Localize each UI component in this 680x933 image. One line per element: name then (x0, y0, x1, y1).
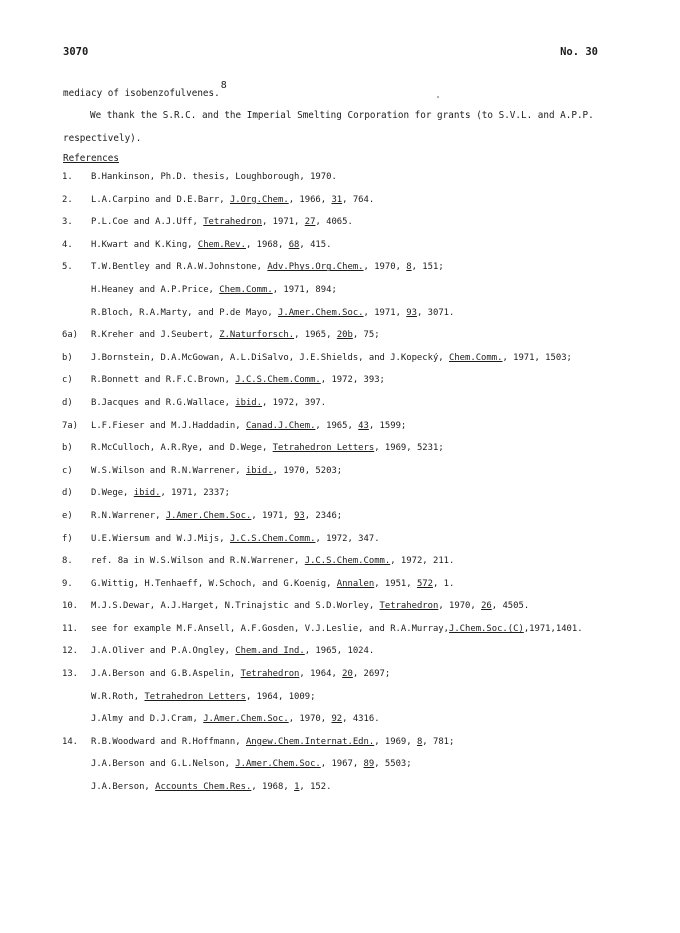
reference-number: 13. (62, 669, 79, 680)
citation-text: J.A.Oliver and P.A.Ongley, (91, 646, 236, 657)
citation-text: , 1965, (294, 330, 337, 341)
journal-citation: 20b (336, 330, 353, 341)
citation-text: , 1. (432, 578, 455, 589)
journal-citation: 26 (481, 601, 492, 612)
intro-line: mediacy of isobenzofulvenes. (63, 88, 220, 99)
references-list (0, 171, 680, 804)
citation-text: , 1968, (251, 782, 295, 793)
journal-citation: J.C.S.Chem.Comm. (229, 533, 316, 544)
citation-text: , 1971, 2337; (160, 488, 230, 499)
journal-citation: 68 (288, 239, 300, 250)
reference-entry (0, 329, 680, 352)
journal-citation: Tetrahedron (240, 669, 300, 680)
citation-text: , 1599; (368, 420, 407, 431)
citation-text: , 1965, (315, 420, 359, 431)
reference-number: 12. (62, 646, 79, 657)
reference-entry (0, 420, 680, 443)
citation-text: L.A.Carpino and D.E.Barr, (91, 194, 230, 205)
reference-text (91, 736, 454, 749)
reference-number: e) (62, 510, 73, 521)
reference-entry (0, 216, 680, 239)
reference-text (91, 758, 412, 771)
citation-text: , 4505. (491, 601, 530, 612)
acknowledgement-line-2: respectively). (63, 133, 142, 144)
reference-entry (0, 307, 680, 330)
journal-citation: Tetrahedron (203, 217, 262, 228)
journal-citation: ibid. (133, 488, 161, 499)
citation-text: , 1972, 393; (320, 375, 385, 386)
citation-text: , 1951, (374, 578, 417, 589)
citation-text: , 151; (411, 262, 444, 273)
citation-text: W.R.Roth, (91, 691, 145, 702)
journal-citation: J.Amer.Chem.Soc. (278, 307, 364, 318)
citation-text: J.Bornstein, D.A.McGowan, A.L.DiSalvo, J.E.Shields, and J.Kopecký, (91, 352, 449, 363)
reference-entry (0, 555, 680, 578)
journal-citation: J.C.S.Chem.Comm. (235, 375, 321, 386)
journal-citation: 8 (416, 736, 423, 747)
journal-citation: Chem.Comm. (449, 352, 503, 363)
citation-text: B.Hankinson, Ph.D. thesis, Loughborough, 1970. (91, 172, 337, 182)
reference-number: 3. (62, 217, 73, 228)
citation-text: , 4065. (315, 217, 353, 228)
citation-text: ref. 8a in W.S.Wilson and R.N.Warrener, (91, 556, 305, 567)
citation-text: B.Jacques and R.G.Wallace, (91, 397, 236, 408)
journal-citation: 31 (331, 194, 343, 205)
citation-text: , 1969, (374, 736, 417, 747)
journal-citation: 92 (331, 714, 343, 725)
journal-citation: ibid. (235, 397, 262, 408)
journal-citation: J.Amer.Chem.Soc. (203, 714, 289, 725)
journal-citation: Adv.Phys.Org.Chem. (267, 262, 364, 273)
journal-citation: Canad.J.Chem. (245, 420, 316, 431)
journal-citation: 20 (342, 669, 353, 680)
reference-entry (0, 533, 680, 556)
reference-text (91, 691, 315, 704)
reference-text (91, 374, 385, 387)
reference-text (91, 397, 326, 410)
reference-text (91, 600, 529, 613)
reference-entry (0, 510, 680, 533)
citation-text: U.E.Wiersum and W.J.Mijs, (91, 533, 230, 544)
acknowledgement-line-1: We thank the S.R.C. and the Imperial Smelting Corporation for grants (to S.V.L. and A.P.P. (90, 110, 594, 121)
journal-citation: Z.Naturforsch. (219, 330, 295, 341)
citation-text: J.A.Berson, (91, 782, 156, 793)
citation-text: , 764. (342, 194, 375, 205)
reference-entry (0, 736, 680, 759)
citation-text: W.S.Wilson and R.N.Warrener, (91, 465, 246, 476)
citation-text: , 1971, 894; (272, 284, 337, 295)
reference-number: 11. (62, 623, 79, 634)
reference-text (91, 171, 337, 184)
citation-text: , 152. (299, 782, 332, 793)
citation-text: , 2697; (352, 669, 391, 680)
journal-citation: 43 (358, 420, 369, 431)
citation-text: , 1971, (262, 217, 305, 228)
reference-entry (0, 261, 680, 284)
citation-text: , 1968, (245, 239, 289, 250)
references-heading: References (63, 153, 119, 164)
citation-text: ,1971,1401. (523, 623, 583, 634)
reference-entry (0, 691, 680, 714)
citation-text: G.Wittig, H.Tenhaeff, W.Schoch, and G.Koenig, (91, 578, 337, 589)
citation-text: R.Kreher and J.Seubert, (91, 330, 220, 341)
reference-text (91, 623, 583, 636)
reference-number: 14. (62, 736, 79, 747)
citation-text: , 5503; (374, 759, 412, 770)
reference-text (91, 533, 380, 546)
citation-text: , 1970, (363, 262, 407, 273)
citation-text: T.W.Bentley and R.A.W.Johnstone, (91, 262, 268, 273)
reference-entry (0, 487, 680, 510)
citation-text: , 1965, 1024. (304, 646, 375, 657)
reference-entry (0, 623, 680, 646)
reference-text (91, 713, 380, 726)
citation-text: , 3071. (416, 307, 455, 318)
journal-citation: J.Amer.Chem.Soc. (235, 759, 321, 770)
reference-text (91, 487, 230, 500)
reference-text (91, 352, 572, 365)
reference-text (91, 668, 390, 681)
citation-text: J.A.Berson and G.L.Nelson, (91, 759, 236, 770)
citation-text: , 1971, 1503; (502, 352, 572, 363)
journal-citation: ibid. (245, 465, 273, 476)
citation-text: R.B.Woodward and R.Hoffmann, (91, 736, 246, 747)
reference-number: b) (62, 352, 73, 363)
reference-text (91, 781, 331, 794)
citation-text: H.Heaney and A.P.Price, (91, 284, 220, 295)
journal-citation: 89 (363, 759, 375, 770)
journal-citation: 572 (416, 578, 433, 589)
reference-text (91, 194, 374, 207)
reference-entry (0, 578, 680, 601)
reference-text (91, 420, 406, 433)
reference-text (91, 284, 337, 297)
citation-text: , 1969, 5231; (374, 443, 444, 454)
citation-text: , 781; (422, 736, 455, 747)
journal-citation: J.Amer.Chem.Soc. (165, 510, 252, 521)
journal-citation: J.Chem.Soc.(C) (449, 623, 524, 634)
citation-text: R.McCulloch, A.R.Rye, and D.Wege, (91, 443, 273, 454)
reference-text (91, 239, 331, 252)
citation-text: P.L.Coe and A.J.Uff, (91, 217, 204, 228)
reference-number: 10. (62, 601, 79, 612)
citation-text: , 1967, (320, 759, 364, 770)
reference-entry (0, 442, 680, 465)
reference-entry (0, 668, 680, 691)
journal-citation: Angew.Chem.Internat.Edn. (245, 736, 375, 747)
reference-entry (0, 465, 680, 488)
reference-number: 8. (62, 556, 73, 567)
journal-citation: Tetrahedron Letters (272, 443, 375, 454)
citation-text: , 1972, 397. (262, 397, 327, 408)
reference-entry (0, 758, 680, 781)
reference-entry (0, 374, 680, 397)
reference-number: 7a) (62, 420, 79, 431)
reference-entry (0, 600, 680, 623)
reference-number: 6a) (62, 330, 79, 341)
citation-text: , 1970, (438, 601, 482, 612)
citation-text: J.A.Berson and G.B.Aspelin, (91, 669, 241, 680)
citation-text: R.Bonnett and R.F.C.Brown, (91, 375, 236, 386)
reference-entry (0, 397, 680, 420)
citation-text: , 1966, (288, 194, 332, 205)
citation-text: L.F.Fieser and M.J.Haddadin, (91, 420, 246, 431)
issue-number: No. 30 (560, 46, 598, 58)
reference-text (91, 442, 444, 455)
reference-entry (0, 781, 680, 804)
reference-number: 1. (62, 172, 73, 182)
journal-citation: Chem.and Ind. (235, 646, 305, 657)
journal-citation: J.Org.Chem. (229, 194, 289, 205)
reference-number: c) (62, 465, 73, 476)
citation-text: , 1964, 1009; (245, 691, 316, 702)
journal-citation: 93 (294, 510, 305, 521)
reference-text (91, 465, 342, 478)
citation-text: , 2346; (304, 510, 343, 521)
citation-text: R.Bloch, R.A.Marty, and P.de Mayo, (91, 307, 279, 318)
page-number: 3070 (63, 46, 89, 58)
citation-text: see for example M.F.Ansell, A.F.Gosden, V.J.Leslie, and R.A.Murray, (91, 623, 449, 634)
intro-paragraph-end (63, 80, 623, 100)
citation-text: D.Wege, (91, 488, 134, 499)
footnote-marker: 8 (220, 80, 227, 91)
journal-citation: Tetrahedron (379, 601, 439, 612)
reference-number: b) (62, 443, 73, 454)
citation-text: M.J.S.Dewar, A.J.Harget, N.Trinajstic and S.D.Worley, (91, 601, 380, 612)
journal-citation: J.C.S.Chem.Comm. (304, 556, 391, 567)
reference-number: 4. (62, 239, 73, 250)
citation-text: J.Almy and D.J.Cram, (91, 714, 204, 725)
citation-text: , 1970, 5203; (272, 465, 343, 476)
citation-text: , 75; (352, 330, 380, 341)
journal-citation: 93 (406, 307, 417, 318)
reference-entry (0, 713, 680, 736)
journal-citation: 27 (304, 217, 316, 228)
reference-entry (0, 284, 680, 307)
reference-entry (0, 239, 680, 262)
citation-text: , 1972, 211. (390, 556, 455, 567)
reference-text (91, 216, 353, 229)
journal-citation: 1 (294, 782, 300, 793)
journal-citation: Annalen (336, 578, 375, 589)
reference-text (91, 555, 454, 568)
journal-citation: Tetrahedron Letters (144, 691, 246, 702)
journal-citation: Chem.Rev. (197, 239, 246, 250)
reference-number: d) (62, 397, 73, 408)
reference-number: c) (62, 375, 73, 386)
scan-speck (437, 96, 439, 98)
reference-entry (0, 645, 680, 668)
reference-number: 5. (62, 262, 73, 273)
citation-text: H.Kwart and K.King, (91, 239, 198, 250)
citation-text: , 1970, (288, 714, 332, 725)
reference-text (91, 645, 374, 658)
reference-number: 2. (62, 194, 73, 205)
reference-number: d) (62, 488, 73, 499)
citation-text: R.N.Warrener, (91, 510, 166, 521)
reference-text (91, 261, 444, 274)
reference-text (91, 307, 454, 320)
citation-text: , 1964, (299, 669, 343, 680)
citation-text: , 1971, (363, 307, 407, 318)
reference-number: 9. (62, 578, 73, 589)
reference-number: f) (62, 533, 73, 544)
reference-entry (0, 352, 680, 375)
journal-citation: Accounts Chem.Res. (155, 782, 252, 793)
journal-citation: Chem.Comm. (219, 284, 273, 295)
reference-text (91, 510, 342, 523)
acknowledgement (63, 107, 623, 145)
citation-text: , 4316. (342, 714, 380, 725)
citation-text: , 1972, 347. (315, 533, 380, 544)
citation-text: , 415. (299, 239, 332, 250)
citation-text: , 1971, (251, 510, 295, 521)
journal-citation: 8 (406, 262, 412, 273)
reference-entry (0, 194, 680, 217)
reference-text (91, 329, 380, 342)
reference-text (91, 578, 454, 591)
reference-entry (0, 171, 680, 194)
